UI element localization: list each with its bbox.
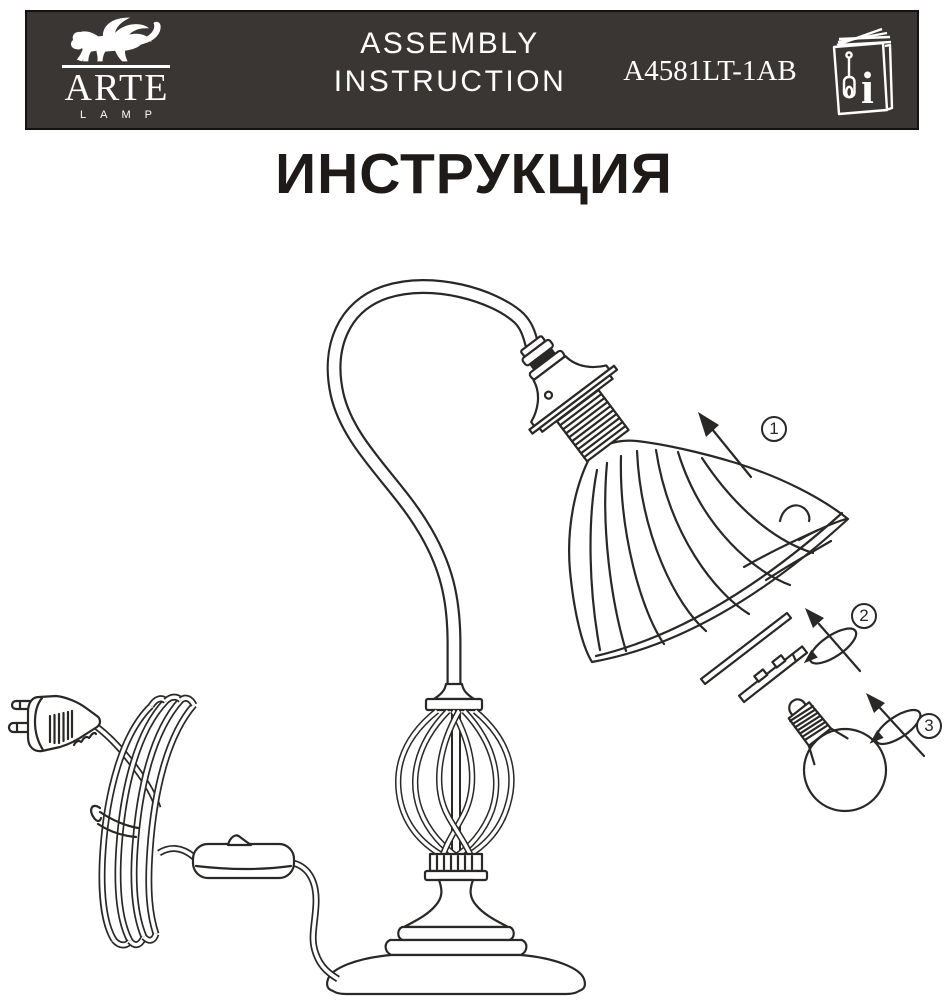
power-cord <box>9 696 338 979</box>
inline-switch <box>193 835 294 878</box>
step-3-callout: 3 <box>916 713 942 739</box>
brand-subtitle: LAMP <box>80 109 166 121</box>
model-number: A4581LT-1AB <box>623 55 797 87</box>
document-title <box>305 25 595 101</box>
lamp-base <box>327 854 585 994</box>
gooseneck-arm <box>334 286 532 688</box>
twisted-cage-column <box>398 710 511 858</box>
info-letter: i <box>861 62 874 113</box>
instruction-booklet-icon <box>814 24 896 125</box>
light-bulb <box>776 689 886 811</box>
document-title-line1: ASSEMBLY <box>360 27 540 60</box>
winged-lion-logo-icon <box>56 15 176 65</box>
lamp-assembly-diagram <box>0 230 948 1000</box>
document-title-line2: INSTRUCTION <box>333 65 567 98</box>
lamp-shade <box>569 441 848 662</box>
header-bar <box>25 10 919 130</box>
power-plug <box>9 696 100 751</box>
switch-rocker <box>228 835 251 845</box>
step-1-callout: 1 <box>761 416 787 442</box>
brand-name: ARTE <box>64 67 170 109</box>
step-2-callout: 2 <box>851 603 877 629</box>
column-collar <box>426 684 482 710</box>
page-title: ИНСТРУКЦИЯ <box>275 142 673 206</box>
brand-logo <box>41 13 191 122</box>
